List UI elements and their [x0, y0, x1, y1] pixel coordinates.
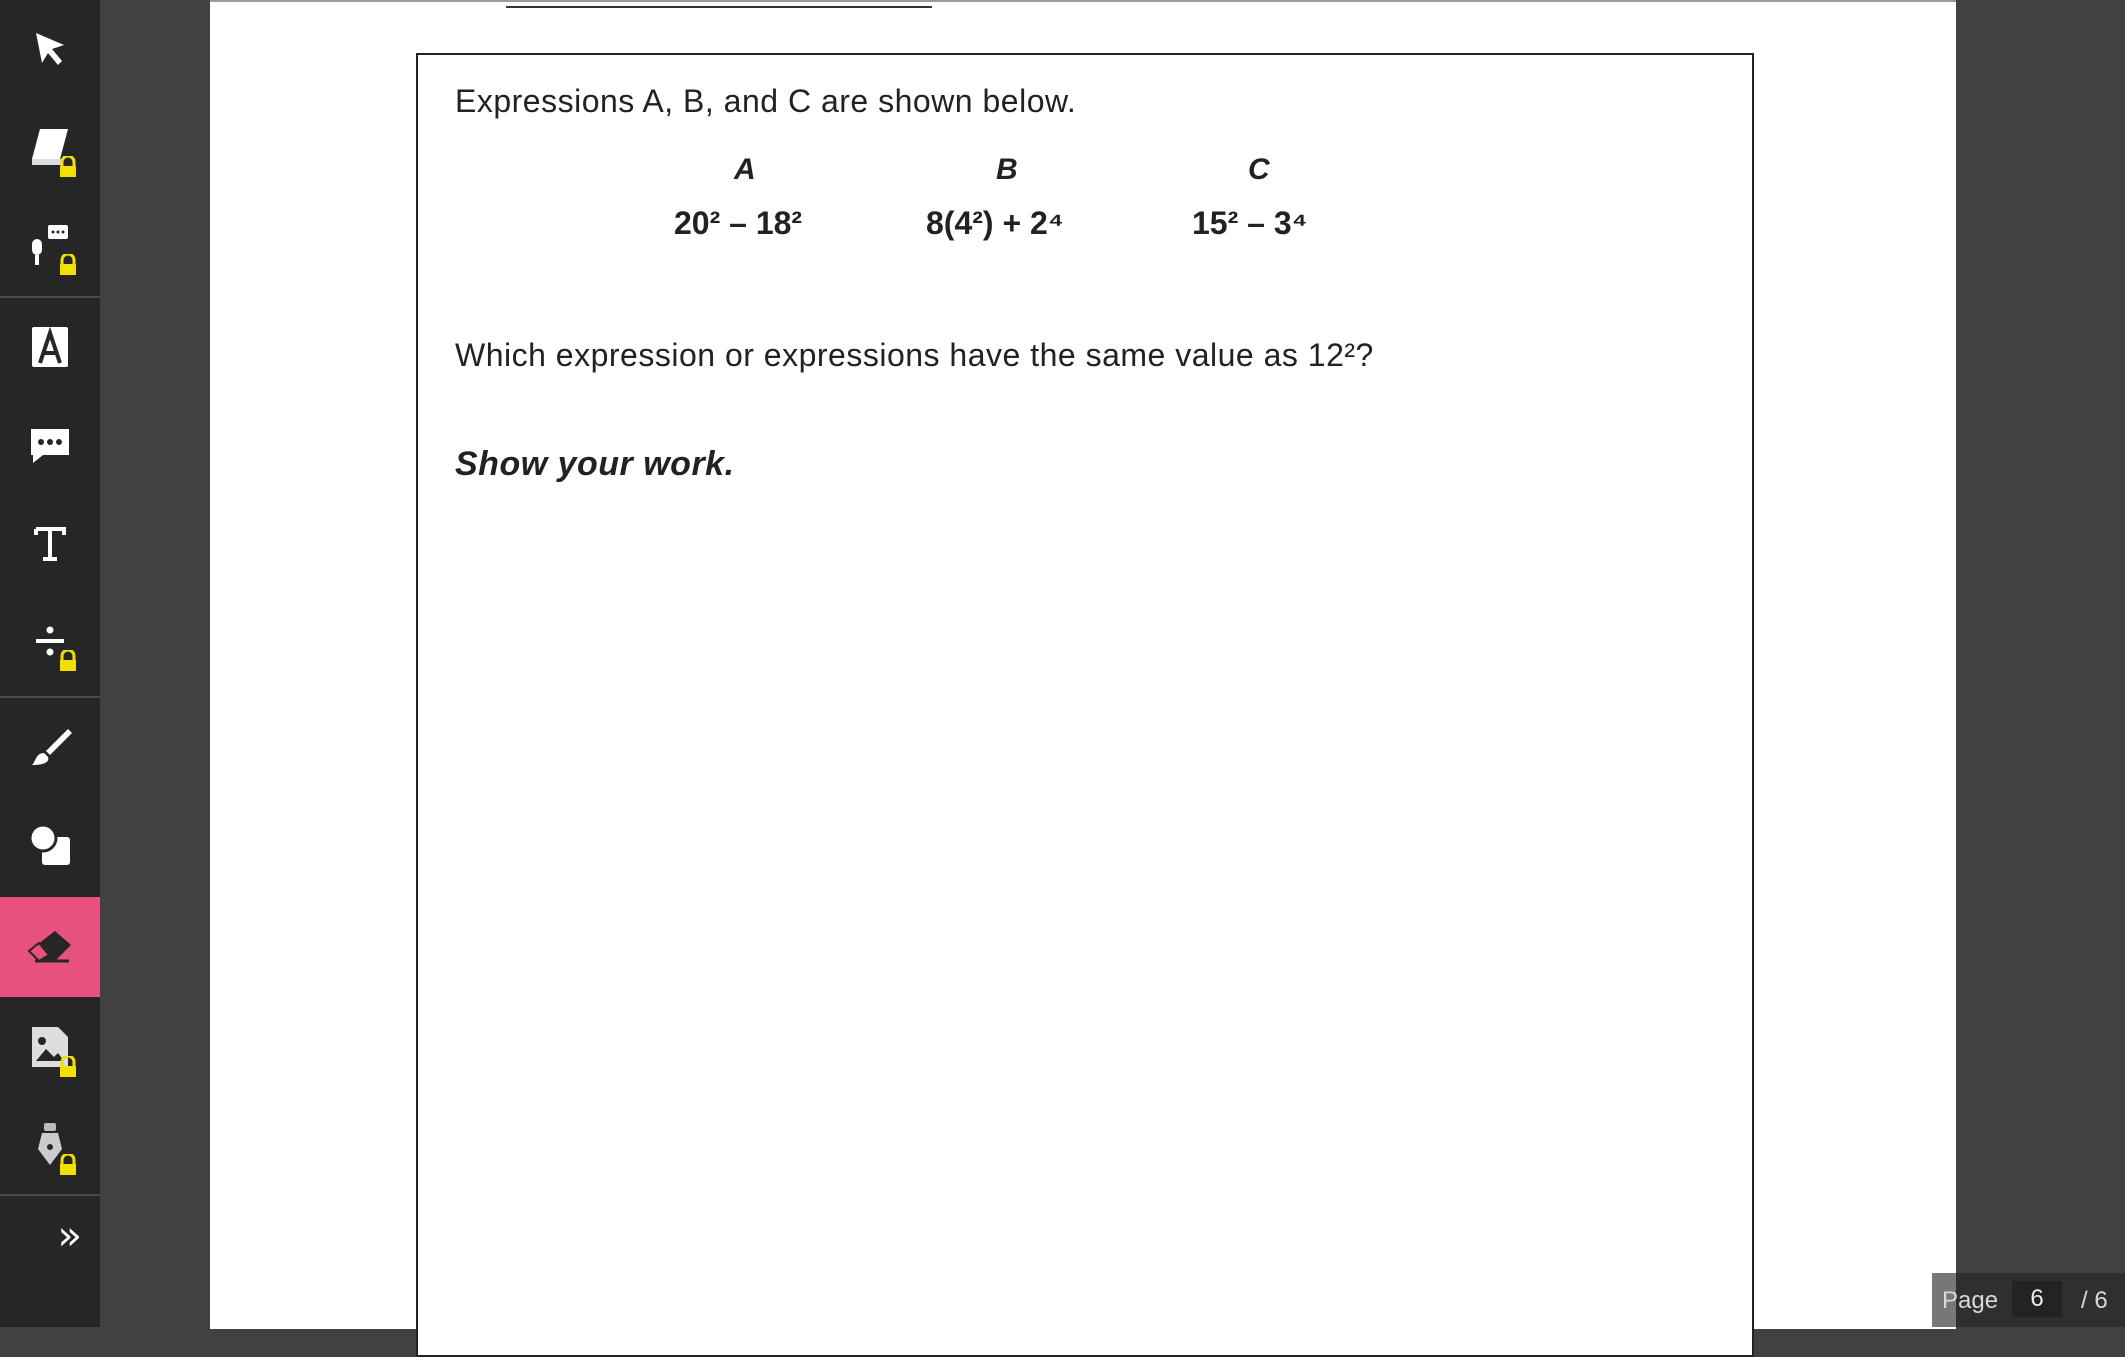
- ink-pen-tool-button[interactable]: [0, 1096, 100, 1194]
- arrow-pointer-icon: [28, 27, 72, 71]
- brush-icon: [28, 725, 72, 769]
- expression-c: 15² – 3⁴: [1192, 205, 1308, 241]
- shapes-tool-button[interactable]: [0, 796, 100, 894]
- text-highlight-icon: [28, 323, 72, 371]
- question-intro: Expressions A, B, and C are shown below.: [455, 83, 1077, 119]
- instruction-text: Show your work.: [455, 445, 735, 483]
- page-number-input[interactable]: 6: [2012, 1281, 2062, 1317]
- shapes-icon: [28, 823, 72, 867]
- expression-label-b: B: [996, 153, 1018, 186]
- question-text: Which expression or expressions have the same value as 12²?: [455, 337, 1374, 373]
- page-navigator: [1932, 1273, 2125, 1327]
- expression-a: 20² – 18²: [674, 205, 803, 241]
- calculator-tool-button[interactable]: [0, 592, 100, 690]
- highlight-text-tool-button[interactable]: [0, 298, 100, 396]
- expression-b: 8(4²) + 2⁴: [926, 205, 1064, 241]
- question-box[interactable]: [416, 53, 1754, 1357]
- reference-tool-button[interactable]: [0, 98, 100, 196]
- answer-line: [506, 6, 932, 8]
- page-label: Page: [1942, 1287, 1999, 1314]
- document-gutter: [100, 0, 210, 1327]
- text-icon: [30, 521, 70, 565]
- eraser-tool-button[interactable]: [0, 897, 100, 997]
- page-total: / 6: [2081, 1287, 2108, 1314]
- tool-sidebar: [0, 0, 100, 1327]
- lock-icon: [58, 254, 78, 276]
- pen-tool-button[interactable]: [0, 698, 100, 796]
- select-tool-button[interactable]: [0, 0, 100, 98]
- image-tool-button[interactable]: [0, 998, 100, 1096]
- lock-icon: [58, 1154, 78, 1176]
- lock-icon: [58, 1056, 78, 1078]
- comment-tool-button[interactable]: [0, 396, 100, 494]
- chevron-double-right-icon: »: [57, 1213, 82, 1259]
- lock-icon: [58, 156, 78, 178]
- document-page[interactable]: [210, 0, 1956, 1329]
- lock-icon: [58, 650, 78, 672]
- text-tool-button[interactable]: [0, 494, 100, 592]
- comment-icon: [27, 423, 73, 467]
- expand-toolbar-button[interactable]: [0, 1196, 100, 1276]
- expression-label-c: C: [1248, 153, 1270, 186]
- speech-tool-button[interactable]: [0, 196, 100, 294]
- eraser-icon: [27, 927, 73, 967]
- expression-label-a: A: [734, 153, 756, 186]
